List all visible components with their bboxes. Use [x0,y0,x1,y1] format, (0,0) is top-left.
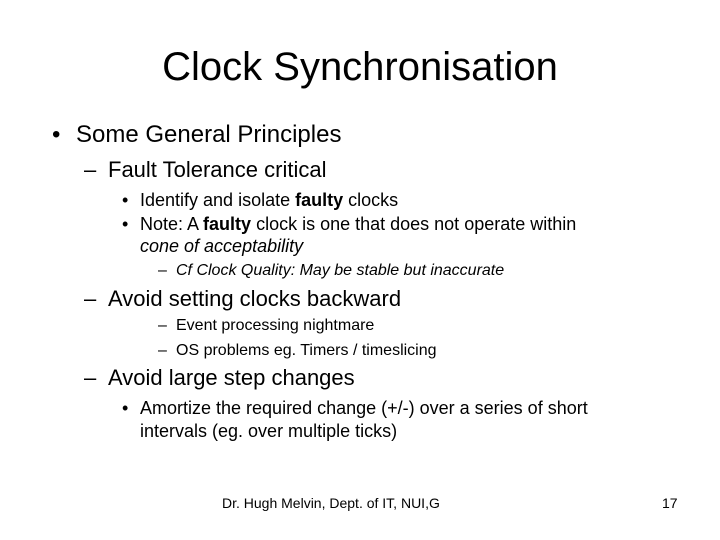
bullet-identify-faulty-clocks [140,188,398,212]
bullet-some-general-principles: Some General Principles [76,121,342,148]
bullet-avoid-large-steps: Avoid large step changes [108,365,355,390]
bullet-continuation-italic: cone of acceptability [140,236,304,256]
dash-marker: – [158,342,167,359]
bullet-marker: • [122,398,129,418]
bullet-marker: • [122,190,129,210]
page-number: 17 [662,495,678,511]
bullet-continuation: intervals (eg. over multiple ticks) [140,421,398,441]
bullet-marker: • [52,121,61,148]
bullet-fault-tolerance: Fault Tolerance critical [108,157,327,182]
slide-title: Clock Synchronisation [162,45,558,89]
bold-term-faulty: faulty [203,214,252,234]
dash-marker: – [158,262,167,279]
bullet-os-problems: OS problems eg. Timers / timeslicing [176,342,437,359]
bullet-marker: • [122,214,129,234]
bold-term-faulty: faulty [295,190,344,210]
bullet-faulty-clock-definition [140,212,576,236]
dash-marker: – [84,365,97,390]
dash-marker: – [158,317,167,334]
text-segment: Note: A [140,214,204,234]
text-segment: Identify and isolate [140,190,296,210]
dash-marker: – [84,157,97,182]
bullet-amortize-change: Amortize the required change (+/-) over a series of short [140,398,588,418]
text-segment: clock is one that does not operate within [251,214,577,234]
bullet-avoid-backward: Avoid setting clocks backward [108,286,402,311]
bullet-clock-quality-note: Cf Clock Quality: May be stable but inaccurate [176,262,505,279]
footer-author: Dr. Hugh Melvin, Dept. of IT, NUI,G [222,495,440,511]
dash-marker: – [84,286,97,311]
text-segment: clocks [343,190,399,210]
bullet-event-processing: Event processing nightmare [176,317,375,334]
